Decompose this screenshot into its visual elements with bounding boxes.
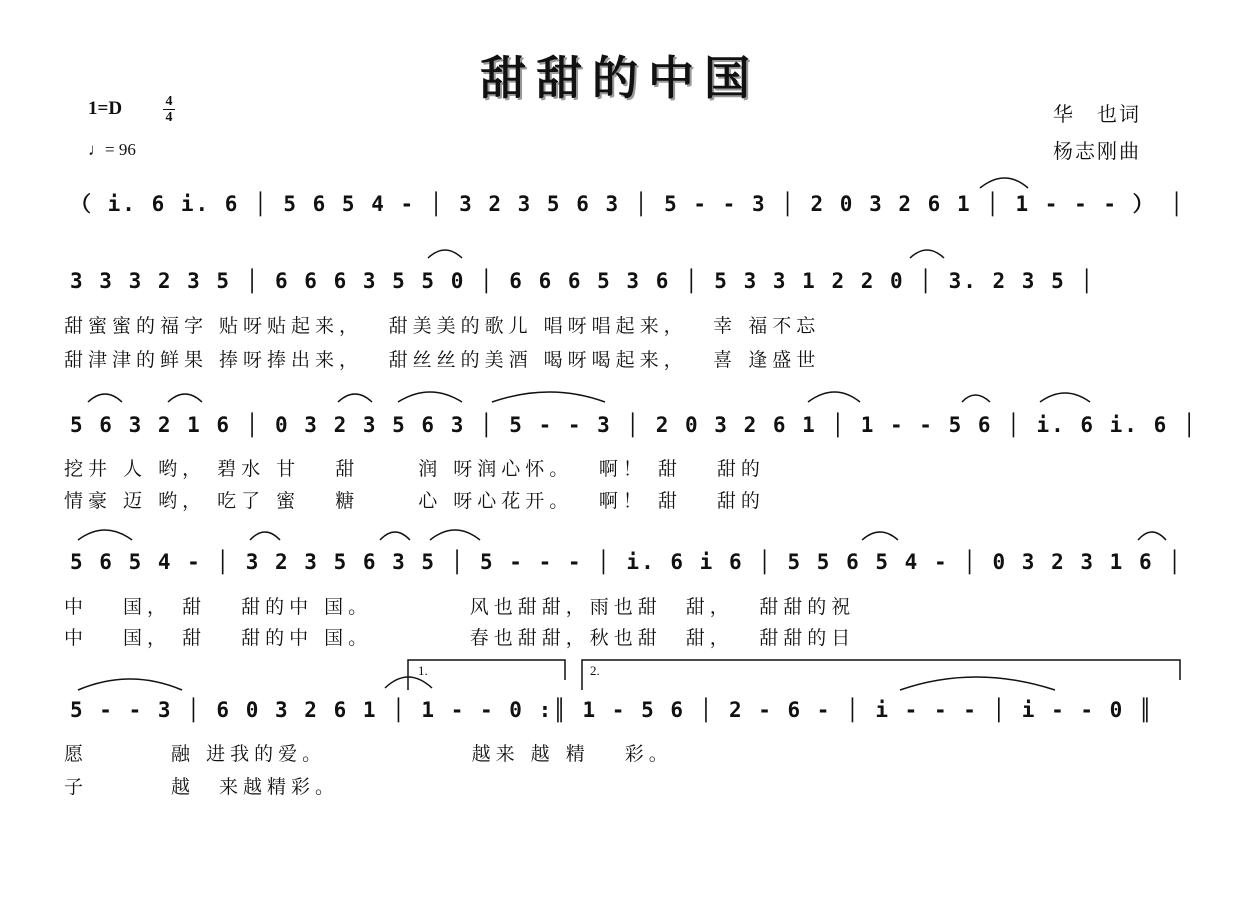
lyric-verse-1-line-4: 中 国， 甜 甜的中 国。 风也甜甜，雨也甜 甜， 甜甜的祝 [64,596,856,618]
key-signature: 1=D [88,98,123,119]
slur [808,392,860,402]
slur [980,178,1028,188]
slur [250,532,280,540]
slur [1040,393,1090,402]
volta-1-bracket [408,660,565,690]
slur [78,530,132,540]
time-signature-top: 4 [165,94,173,109]
slur [430,530,480,540]
slur [962,395,990,402]
volta-2-label: 2. [590,663,600,678]
notation-line-3: 5 6 3 2 1 6 │ 0 3 2 3 5 6 3 │ 5 - - 3 │ 2 0 3 2 6 1 │ 1 - - 5 6 │ i. 6 i. 6 │ [70,413,1198,437]
volta-2-bracket [582,660,1180,690]
lyric-verse-2-line-5: 子 越 来越精彩。 [64,776,340,798]
tempo-marking: ♩= 96 [88,140,136,159]
volta-1-label: 1. [418,663,428,678]
song-title: 甜甜的中国 [480,51,760,105]
notation-line-5: 5 - - 3 │ 6 0 3 2 6 1 │ 1 - - 0 :║ 1 - 5 6 │ 2 - 6 - │ i - - - │ i - - 0 ║ [70,698,1154,722]
slur [492,392,605,402]
slur [900,677,1055,690]
slur [398,392,462,402]
notation-line-1: （ i. 6 i. 6 │ 5 6 5 4 - │ 3 2 3 5 6 3 │ 5 - - 3 │ 2 0 3 2 6 1 │ 1 - - - ） │ [70,192,1185,216]
slur [910,250,944,258]
slur [78,679,182,690]
lyric-verse-2-line-2: 甜津津的鲜果 捧呀捧出来， 甜丝丝的美酒 喝呀喝起来， 喜 逢盛世 [64,349,821,371]
slur [428,250,462,258]
slur [88,394,122,402]
slur [862,532,898,540]
lyric-verse-2-line-4: 中 国， 甜 甜的中 国。 春也甜甜，秋也甜 甜， 甜甜的日 [64,627,856,649]
composer-credit: 杨志刚曲 [1053,139,1141,163]
slur [168,394,202,402]
lyric-verse-2-line-3: 情豪 迈 哟， 吃了 蜜 糖 心 呀心花开。 啊！ 甜 甜的 [64,490,765,512]
lyric-verse-1-line-5: 愿 融 进我的爱。 越来 越 精 彩。 [64,743,673,765]
time-signature-bottom: 4 [165,110,173,125]
lyricist-credit: 华 也词 [1053,102,1141,126]
lyric-verse-1-line-3: 挖井 人 哟， 碧水 甘 甜 润 呀润心怀。 啊！ 甜 甜的 [64,458,765,480]
notation-line-4: 5 6 5 4 - │ 3 2 3 5 6 3 5 │ 5 - - - │ i. 6 i 6 │ 5 5 6 5 4 - │ 0 3 2 3 1 6 │ [70,550,1183,574]
slur [1138,532,1166,540]
slur [338,394,372,402]
slur [380,532,410,540]
notation-line-2: 3 3 3 2 3 5 │ 6 6 6 3 5 5 0 │ 6 6 6 5 3 6 │ 5 3 3 1 2 2 0 │ 3. 2 3 5 │ [70,269,1096,293]
lyric-verse-1-line-2: 甜蜜蜜的福字 贴呀贴起来， 甜美美的歌儿 唱呀唱起来， 幸 福不忘 [64,315,821,337]
